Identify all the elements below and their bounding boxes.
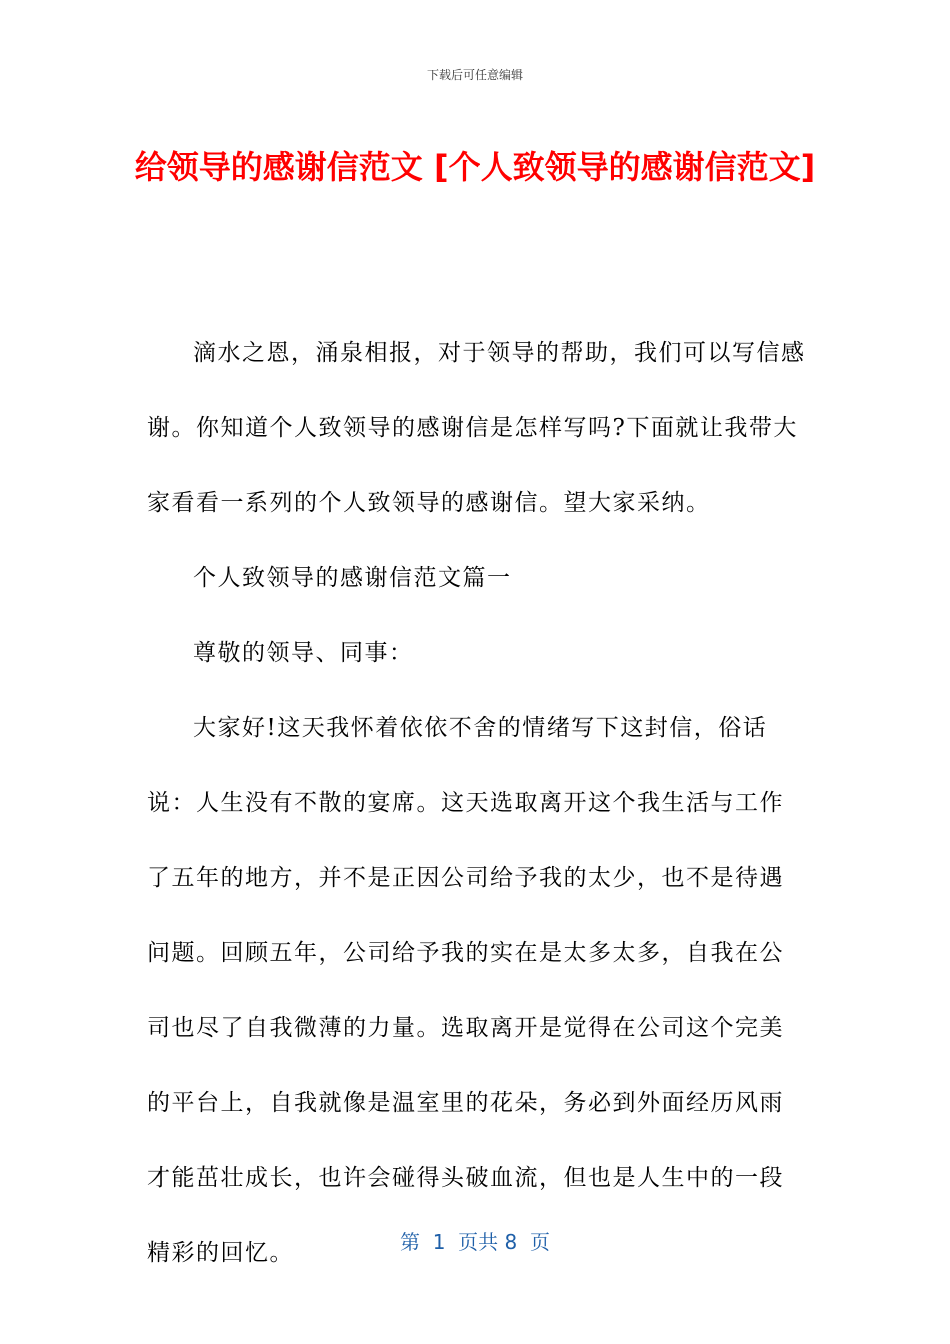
document-title: 给领导的感谢信范文 [个人致领导的感谢信范文] xyxy=(134,148,816,186)
paragraph-section-heading: 个人致领导的感谢信范文篇一 xyxy=(193,565,512,591)
document-body xyxy=(147,316,807,1291)
page-number-footer: 第 1 页共 8 页 xyxy=(400,1230,550,1254)
paragraph-salutation: 尊敬的领导、同事： xyxy=(193,640,414,666)
paragraph-intro: 滴水之恩，涌泉相报，对于领导的帮助，我们可以写信感谢。你知道个人致领导的感谢信是怎样写吗?下面就让我带大家看看一系列的个人致领导的感谢信。望大家采纳。 xyxy=(147,340,806,516)
paragraph-letter-body: 大家好!这天我怀着依依不舍的情绪写下这封信，俗话说：人生没有不散的宴席。这天选取离开这个我生活与工作了五年的地方，并不是正因公司给予我的太少，也不是待遇问题。回顾五年，公司给予我的实在是太多太多，自我在公司也尽了自我微薄的力量。选取离开是觉得在公司这个完美的平台上，自我就像是温室里的花朵，务必到外面经历风雨才能茁壮成长，也许会碰得头破血流，但也是人生中的一段精彩的回忆。 xyxy=(147,715,784,1266)
header-note: 下载后可任意编辑 xyxy=(426,68,523,82)
